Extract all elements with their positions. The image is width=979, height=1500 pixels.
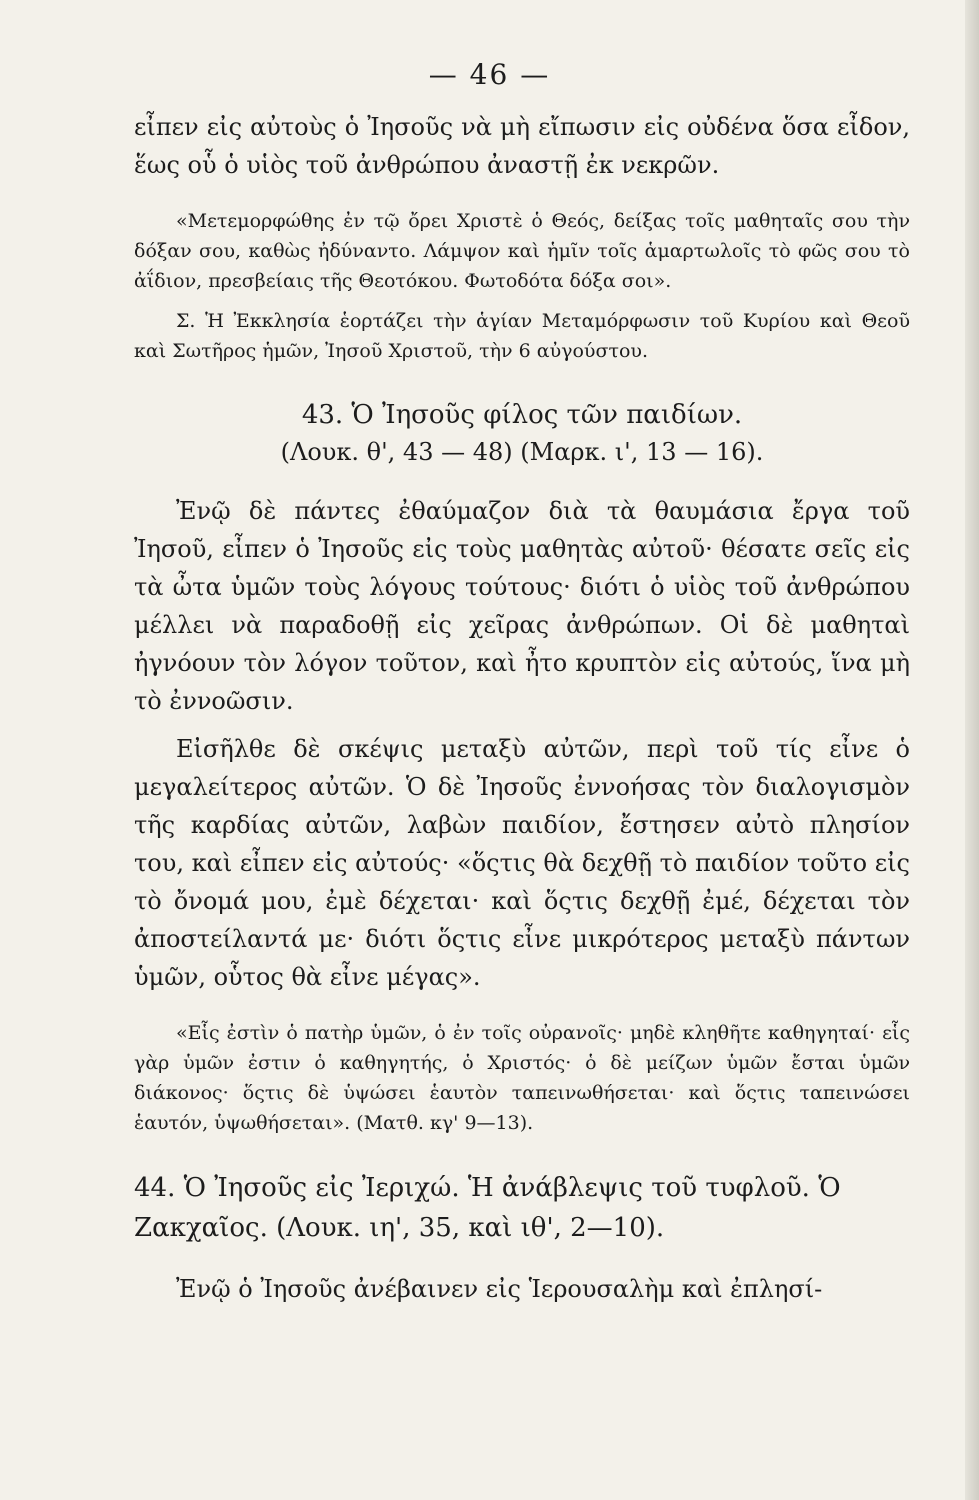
paragraph: Ἐνῷ δὲ πάντες ἐθαύμαζον διὰ τὰ θαυμάσια ἔργα τοῦ Ἰησοῦ, εἶπεν ὁ Ἰησοῦς εἰς τοὺς μαθητὰς αὐτοῦ· θέσατε σεῖς εἰς τὰ ὦτα ὑμῶν τοὺς λόγους τούτους· διότι ὁ υἱὸς τοῦ ἀνθρώπου μέλλει νὰ παραδοθῇ εἰς χεῖρας ἀνθρώπων. Οἱ δὲ μαθηταὶ ἠγνόουν τὸν λόγον τοῦτον, καὶ ἦτο κρυπτὸν εἰς αὐτούς, ἵνα μὴ τὸ ἐννοῶσιν. [134, 497, 910, 715]
section-heading-44: 44. Ὁ Ἰησοῦς εἰς Ἰεριχώ. Ἡ ἀνάβλεψις τοῦ τυφλοῦ. Ὁ Ζακχαῖος. (Λουκ. ιη', 35, καὶ ιθ', 2—10). [134, 1173, 841, 1243]
section-heading-43: 43. Ὁ Ἰησοῦς φίλος τῶν παιδίων. [301, 400, 743, 430]
page-edge [965, 0, 979, 1500]
page-content [134, 108, 910, 1308]
paragraph: Εἰσῆλθε δὲ σκέψις μεταξὺ αὐτῶν, περὶ τοῦ τίς εἶνε ὁ μεγαλείτερος αὐτῶν. Ὁ δὲ Ἰησοῦς ἐννοήσας τὸν διαλογισμὸν τῆς καρδίας αὐτῶν, λαβὼν παιδίον, ἔστησεν αὐτὸ πλησίον του, καὶ εἶπεν εἰς αὐτούς· «ὅςτις θὰ δεχθῇ τὸ παιδίον τοῦτο εἰς τὸ ὄνομά μου, ἐμὲ δέχεται· καὶ ὅςτις δεχθῇ ἐμέ, δέχεται τὸν ἀποστείλαντά με· διότι ὅςτις εἶνε μικρότερος μεταξὺ πάντων ὑμῶν, οὗτος θὰ εἶνε μέγας». [134, 735, 910, 991]
feast-note: Σ. Ἡ Ἐκκλησία ἑορτάζει τὴν ἁγίαν Μεταμόρφωσιν τοῦ Κυρίου καὶ Θεοῦ καὶ Σωτῆρος ἡμῶν, Ἰησοῦ Χριστοῦ, τὴν 6 αὐγούστου. [134, 310, 910, 362]
paragraph-continuation: εἶπεν εἰς αὐτοὺς ὁ Ἰησοῦς νὰ μὴ εἴπωσιν εἰς οὐδένα ὅσα εἶδον, ἕως οὗ ὁ υἱὸς τοῦ ἀνθρώπου ἀναστῇ ἐκ νεκρῶν. [134, 113, 910, 179]
hymn-quote: «Μετεμορφώθης ἐν τῷ ὄρει Χριστὲ ὁ Θεός, δείξας τοῖς μαθηταῖς σου τὴν δόξαν σου, καθὼς ἠδύναντο. Λάμψον καὶ ἡμῖν τοῖς ἁμαρτωλοῖς τὸ φῶς σου τὸ ἀΐδιον, πρεσβείαις τῆς Θεοτόκου. Φωτοδότα δόξα σοι». [134, 210, 910, 292]
scripture-quote: «Εἷς ἐστὶν ὁ πατὴρ ὑμῶν, ὁ ἐν τοῖς οὐρανοῖς· μηδὲ κληθῆτε καθηγηταί· εἷς γὰρ ὑμῶν ἐστιν ὁ καθηγητής, ὁ Χριστός· ὁ δὲ μείζων ὑμῶν ἔσται ὑμῶν διάκονος· ὅςτις δὲ ὑψώσει ἑαυτὸν ταπεινωθήσεται· καὶ ὅςτις ταπεινώσει ἑαυτόν, ὑψωθήσεται». (Ματθ. κγ' 9—13). [134, 1022, 910, 1134]
section-reference-43: (Λουκ. θ', 43 — 48) (Μαρκ. ι', 13 — 16). [280, 438, 764, 466]
paragraph: Ἐνῷ ὁ Ἰησοῦς ἀνέβαινεν εἰς Ἱερουσαλὴμ καὶ ἐπλησί- [176, 1275, 823, 1303]
page-number: — 46 — [428, 58, 551, 91]
